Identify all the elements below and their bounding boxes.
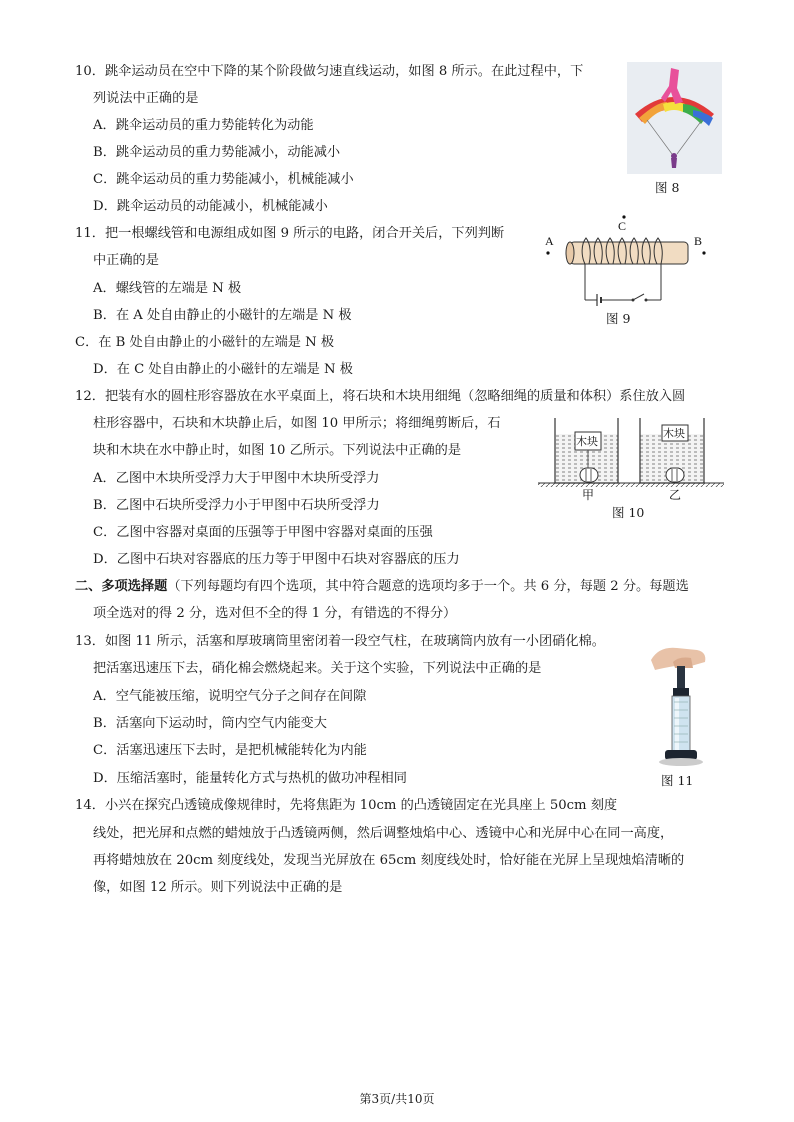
q12-option-a: A．乙图中木块所受浮力大于甲图中木块所受浮力 xyxy=(93,471,380,486)
q14-stem-line3: 再将蜡烛放在 20cm 刻度线处，发现当光屏放在 65cm 刻度线处时，恰好能在光屏上呈现烛焰清晰的 xyxy=(93,853,685,868)
figure-9-label-a: A xyxy=(545,234,554,248)
q11-option-d: D．在 C 处自由静止的小磁针的左端是 N 极 xyxy=(93,362,353,377)
q10-option-d: D．跳伞运动员的动能减小，机械能减小 xyxy=(93,199,328,214)
q11-option-a: A．螺线管的左端是 N 极 xyxy=(93,281,242,296)
q12-option-d: D．乙图中石块对容器底的压力等于甲图中石块对容器底的压力 xyxy=(93,552,460,567)
figure-9-label-b: B xyxy=(694,234,703,248)
figure-9-solenoid-circuit xyxy=(540,212,715,312)
q12-stem-line2: 柱形容器中，石块和木块静止后，如图 10 甲所示；将细绳剪断后，石 xyxy=(93,416,501,431)
q13-stem-line1: 13．如图 11 所示，活塞和厚玻璃筒里密闭着一段空气柱，在玻璃筒内放有一小团硝化棉。 xyxy=(75,634,605,649)
q10-option-a: A．跳伞运动员的重力势能转化为动能 xyxy=(93,118,314,133)
figure-9-label-c: C xyxy=(618,219,627,233)
q12-option-b: B．乙图中石块所受浮力小于甲图中石块所受浮力 xyxy=(93,498,380,513)
figure-10-wood-label-jia: 木块 xyxy=(576,435,598,448)
q14-stem-line2: 线处，把光屏和点燃的蜡烛放于凸透镜两侧，然后调整烛焰中心、透镜中心和光屏中心在同一高度， xyxy=(93,826,674,841)
figure-9-caption: 图 9 xyxy=(606,311,631,326)
q10-option-c: C．跳伞运动员的重力势能减小，机械能减小 xyxy=(93,172,354,187)
figure-11-piston-cylinder-image xyxy=(645,640,720,768)
q13-option-c: C．活塞迅速压下去时，是把机械能转化为内能 xyxy=(93,743,367,758)
q13-option-d: D．压缩活塞时，能量转化方式与热机的做功冲程相同 xyxy=(93,771,407,786)
section-2-description-line2: 项全选对的得 2 分，选对但不全的得 1 分，有错选的不得分） xyxy=(93,606,457,621)
figure-10-sub-label-jia: 甲 xyxy=(582,488,595,502)
figure-8-caption: 图 8 xyxy=(655,180,680,195)
figure-11-caption: 图 11 xyxy=(661,773,694,788)
q11-option-c: C．在 B 处自由静止的小磁针的左端是 N 极 xyxy=(75,335,335,350)
q11-stem-line2: 中正确的是 xyxy=(93,253,159,268)
page-number-footer: 第3页/共10页 xyxy=(359,1092,435,1106)
figure-10-wood-label-yi: 木块 xyxy=(663,427,685,440)
section-2-heading xyxy=(75,578,689,596)
section-2-description-line1: （下列每题均有四个选项，其中符合题意的选项均多于一个。共 6 分，每题 2 分。每题选 xyxy=(167,579,689,594)
q12-option-c: C．乙图中容器对桌面的压强等于甲图中容器对桌面的压强 xyxy=(93,525,433,540)
q12-stem-line3: 块和木块在水中静止时，如图 10 乙所示。下列说法中正确的是 xyxy=(93,443,462,458)
figure-10-sub-label-yi: 乙 xyxy=(669,488,682,502)
q13-option-b: B．活塞向下运动时，筒内空气内能变大 xyxy=(93,716,327,731)
q14-stem-line4: 像，如图 12 所示。则下列说法中正确的是 xyxy=(93,880,343,895)
figure-10-caption: 图 10 xyxy=(612,505,645,520)
q10-stem-line2: 列说法中正确的是 xyxy=(93,91,199,106)
q11-stem-line1: 11．把一根螺线管和电源组成如图 9 所示的电路，闭合开关后，下列判断 xyxy=(75,226,505,241)
q10-option-b: B．跳伞运动员的重力势能减小，动能减小 xyxy=(93,145,341,160)
q12-stem-line1: 12．把装有水的圆柱形容器放在水平桌面上，将石块和木块用细绳（忽略细绳的质量和体积）系住放入圆 xyxy=(75,389,686,404)
q11-option-b: B．在 A 处自由静止的小磁针的左端是 N 极 xyxy=(93,308,352,323)
q14-stem-line1: 14．小兴在探究凸透镜成像规律时，先将焦距为 10cm 的凸透镜固定在光具座上 50cm 刻度 xyxy=(75,798,618,813)
section-2-title: 二、多项选择题 xyxy=(75,579,168,594)
q13-stem-line2: 把活塞迅速压下去，硝化棉会燃烧起来。关于这个实验，下列说法中正确的是 xyxy=(93,661,542,676)
q13-option-a: A．空气能被压缩，说明空气分子之间存在间隙 xyxy=(93,689,367,704)
figure-10-containers xyxy=(538,410,724,502)
figure-8-parachute-image xyxy=(627,62,722,174)
q10-stem-line1: 10．跳伞运动员在空中下降的某个阶段做匀速直线运动，如图 8 所示。在此过程中，下 xyxy=(75,64,584,79)
